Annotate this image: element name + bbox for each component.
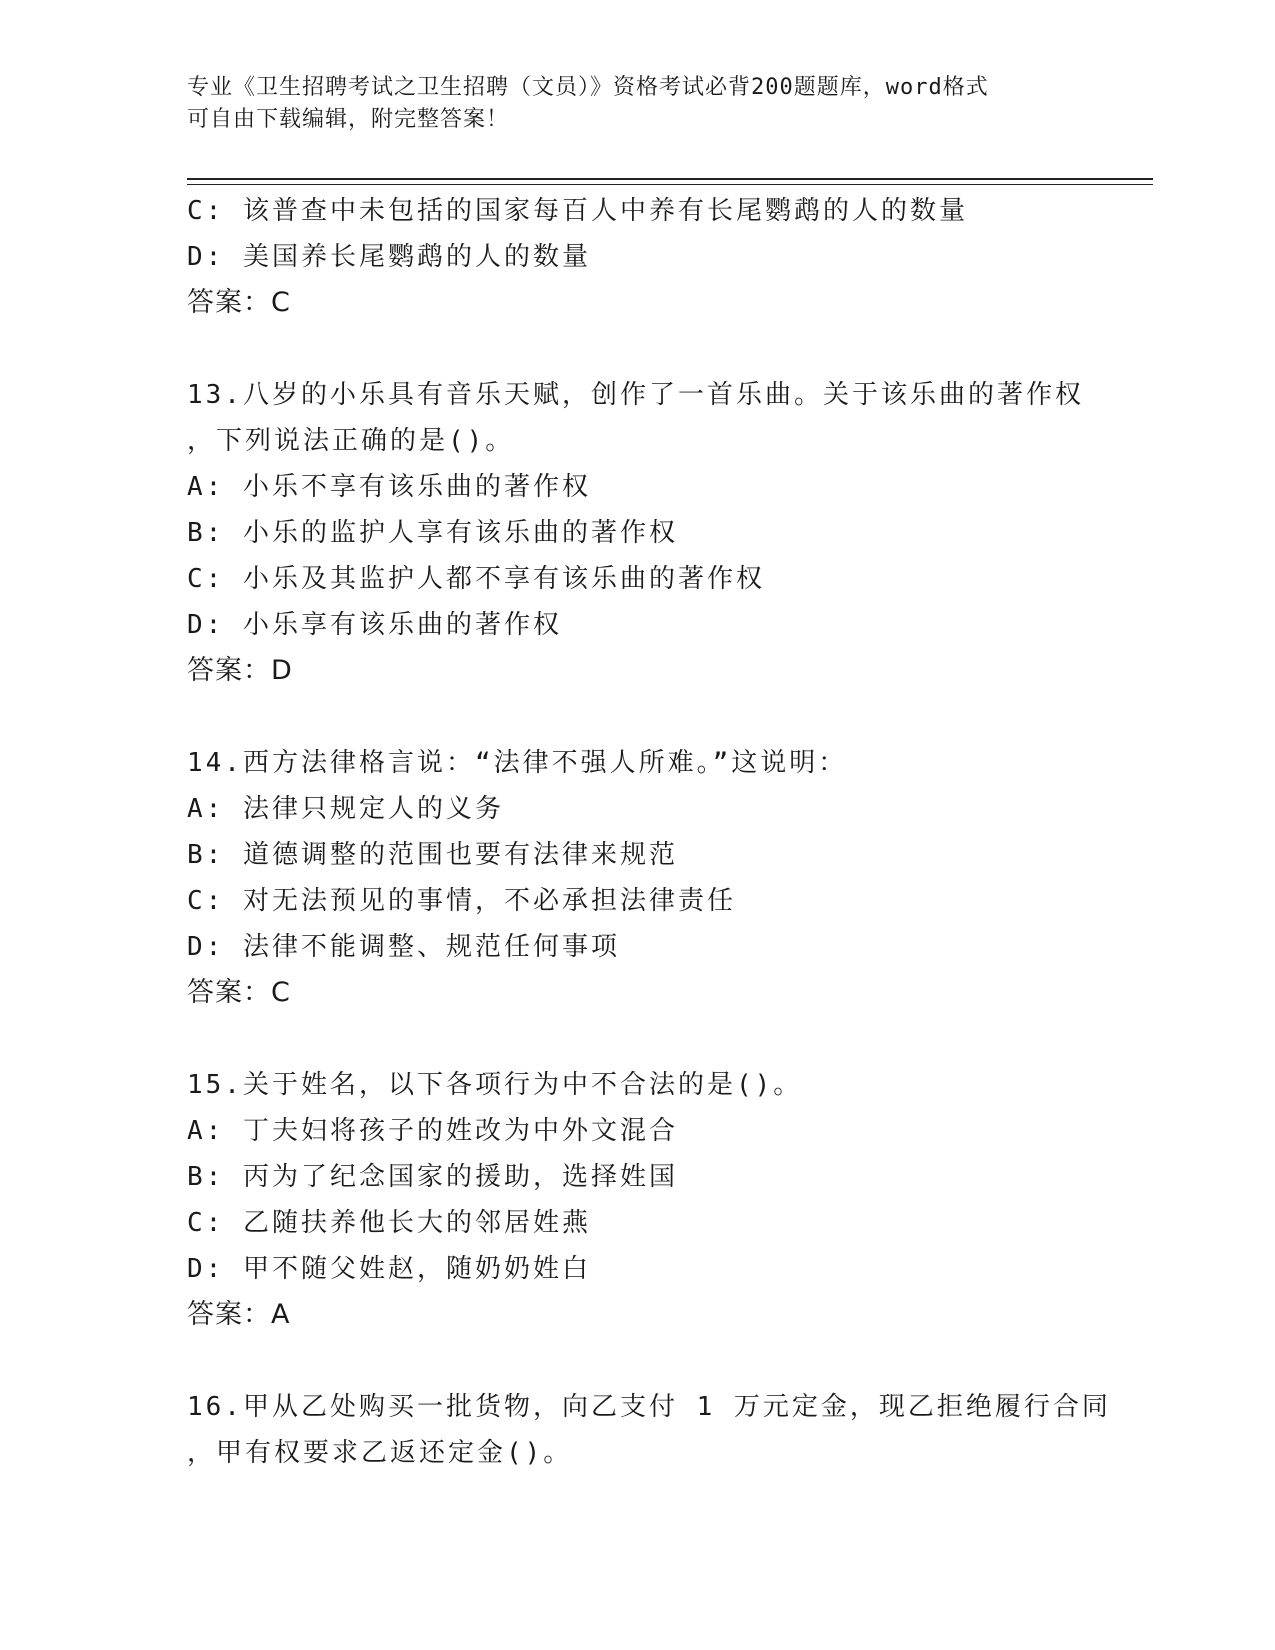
spacer (187, 326, 1107, 372)
question-12 (187, 188, 1107, 326)
question-stem: 16.甲从乙处购买一批货物，向乙支付 1 万元定金，现乙拒绝履行合同 (187, 1392, 1111, 1422)
page-header (187, 72, 1087, 136)
header-title-line2: 可自由下载编辑，附完整答案！ (187, 107, 510, 132)
answer: 答案：C (187, 977, 291, 1008)
answer: 答案：A (187, 1299, 291, 1330)
question-13 (187, 372, 1107, 694)
option-d: D: 小乐享有该乐曲的著作权 (187, 610, 562, 640)
option-d: D: 美国养长尾鹦鹉的人的数量 (187, 242, 591, 272)
option-a: A: 法律只规定人的义务 (187, 794, 504, 824)
answer: 答案：D (187, 655, 293, 686)
question-14 (187, 740, 1107, 1016)
header-title-line1: 专业《卫生招聘考试之卫生招聘（文员）》资格考试必背200题题库，word格式 (187, 75, 989, 100)
answer: 答案：C (187, 287, 291, 318)
option-d: D: 法律不能调整、规范任何事项 (187, 932, 620, 962)
question-list (187, 188, 1111, 1476)
option-b: B: 丙为了纪念国家的援助，选择姓国 (187, 1162, 678, 1192)
question-stem: 15.关于姓名，以下各项行为中不合法的是()。 (187, 1070, 803, 1100)
header-divider (187, 178, 1153, 180)
option-b: B: 道德调整的范围也要有法律来规范 (187, 840, 678, 870)
header-divider-thin (187, 184, 1153, 185)
option-b: B: 小乐的监护人享有该乐曲的著作权 (187, 518, 678, 548)
option-c: C: 对无法预见的事情，不必承担法律责任 (187, 886, 736, 916)
question-stem: 13.八岁的小乐具有音乐天赋，创作了一首乐曲。关于该乐曲的著作权 (187, 380, 1084, 410)
option-d: D: 甲不随父姓赵，随奶奶姓白 (187, 1254, 591, 1284)
option-c: C: 该普查中未包括的国家每百人中养有长尾鹦鹉的人的数量 (187, 196, 968, 226)
question-stem-cont: ，甲有权要求乙返还定金()。 (187, 1438, 573, 1468)
question-stem: 14.西方法律格言说：“法律不强人所难。”这说明： (187, 748, 848, 778)
spacer (187, 1016, 1107, 1062)
option-c: C: 乙随扶养他长大的邻居姓燕 (187, 1208, 591, 1238)
question-16 (187, 1384, 1111, 1476)
spacer (187, 694, 1107, 740)
spacer (187, 1338, 1107, 1384)
option-c: C: 小乐及其监护人都不享有该乐曲的著作权 (187, 564, 765, 594)
option-a: A: 小乐不享有该乐曲的著作权 (187, 472, 591, 502)
question-15 (187, 1062, 1107, 1338)
option-a: A: 丁夫妇将孩子的姓改为中外文混合 (187, 1116, 678, 1146)
question-stem-cont: ，下列说法正确的是()。 (187, 426, 515, 456)
